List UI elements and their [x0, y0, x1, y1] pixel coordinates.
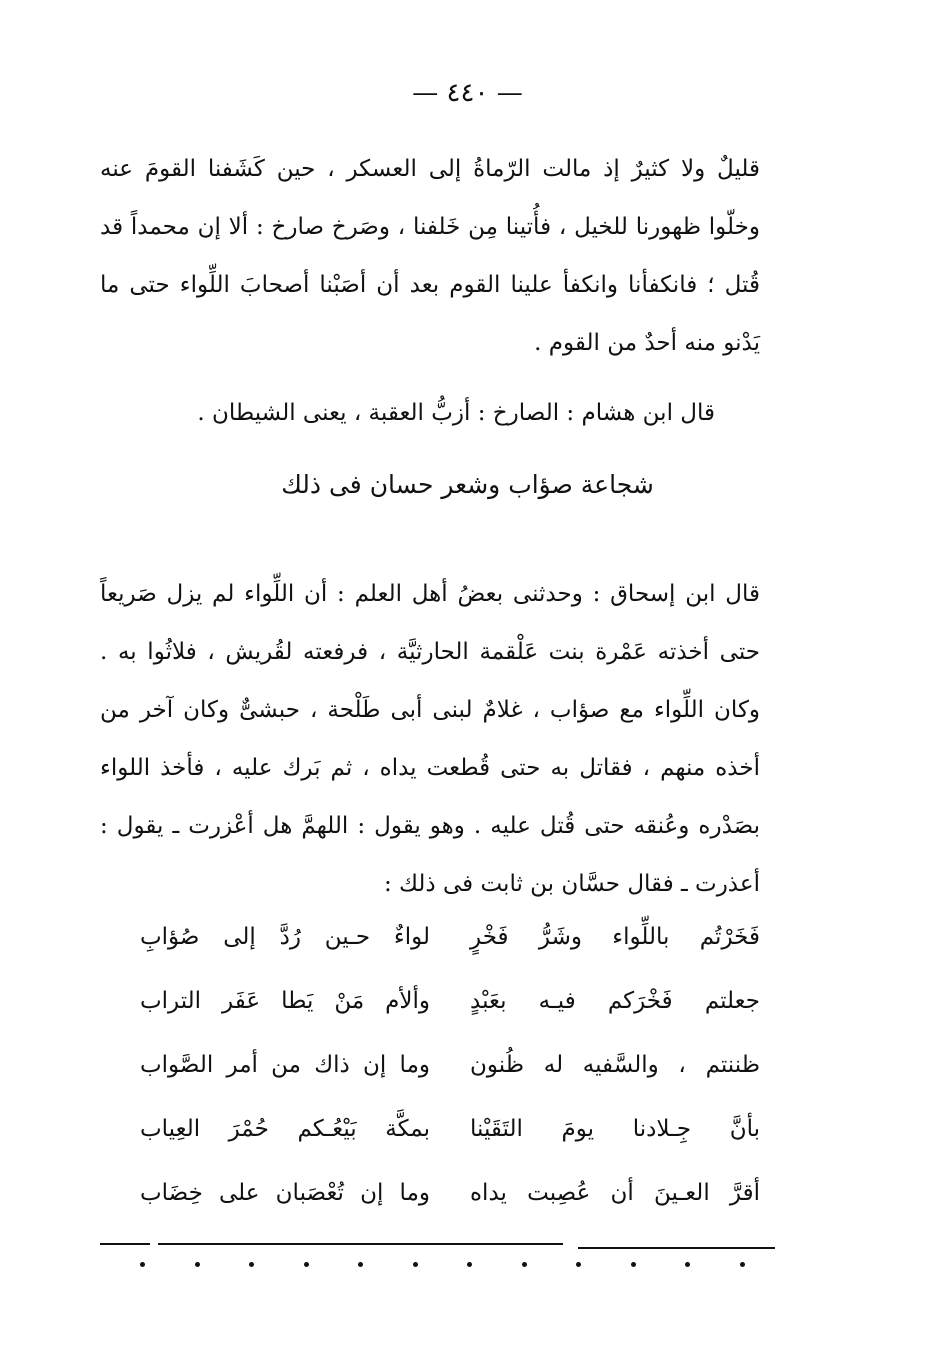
footer-rule [578, 1247, 775, 1249]
verse-first-hemistich: فَخَرْتُم باللِّواء وشَرُّ فَخْرٍ [470, 924, 760, 950]
dot-mark [576, 1262, 581, 1267]
verse-first-hemistich: بأنَّ جِـلادنا يومَ التَقَيْنا [470, 1116, 760, 1142]
paragraph-battle-account: قليلٌ ولا كثيرٌ إذ مالت الرّماةُ إلى العسكر ، حين كَشَفنا القومَ عنه وخلّوا ظهورنا للخيل ، فأُتينا مِن خَلفنا ، وصَرخ صارخ : ألا إن محمداً قد قُتل ؛ فانكفأنا وانكفأ علينا القوم بعد أن أصَبْنا أصحابَ اللِّواء حتى ما يَدْنو منه أحدٌ من القوم . [100, 156, 760, 356]
paragraph-ibn-hisham-note: قال ابن هشام : الصارخ : أزبُّ العقبة ، يعنى الشيطان . [197, 400, 715, 426]
dot-mark [740, 1262, 745, 1267]
dot-mark [467, 1262, 472, 1267]
footer-dots [140, 1262, 745, 1267]
dot-mark [522, 1262, 527, 1267]
dot-mark [249, 1262, 254, 1267]
dot-mark [413, 1262, 418, 1267]
verse-second-hemistich: بمكَّة بَيْعُـكم حُمْرَ العِياب [140, 1116, 430, 1142]
poem-verse [140, 1161, 760, 1225]
verse-first-hemistich: أقرَّ العـينَ أن عُصِبت يداه [470, 1180, 760, 1206]
poem-verse [140, 1033, 760, 1097]
dot-mark [631, 1262, 636, 1267]
verse-second-hemistich: لواءٌ حـين رُدَّ إلى صُؤابِ [140, 924, 430, 950]
poem-verse [140, 1097, 760, 1161]
poem [140, 905, 760, 1225]
verse-second-hemistich: وألأم مَنْ يَطا عَفَر التراب [140, 988, 430, 1014]
dot-mark [195, 1262, 200, 1267]
dot-mark [304, 1262, 309, 1267]
dot-mark [358, 1262, 363, 1267]
dot-mark [685, 1262, 690, 1267]
footer-rule [158, 1243, 563, 1245]
page-number: — ٤٤٠ — [412, 78, 523, 108]
dot-mark [140, 1262, 145, 1267]
verse-second-hemistich: وما إن تُعْصَبان على خِضَاب [140, 1180, 430, 1206]
poem-verse [140, 905, 760, 969]
section-heading: شجاعة صؤاب وشعر حسان فى ذلك [281, 470, 654, 499]
verse-first-hemistich: جعلتم فَخْرَكم فيـه بعَبْدٍ [470, 988, 760, 1014]
verse-first-hemistich: ظننتم ، والسَّفيه له ظُنون [470, 1052, 760, 1078]
verse-second-hemistich: وما إن ذاك من أمر الصَّواب [140, 1052, 430, 1078]
footer-rule [100, 1243, 150, 1245]
paragraph-ibn-ishaq-account: قال ابن إسحاق : وحدثنى بعضُ أهل العلم : أن اللِّواء لم يزل صَريعاً حتى أخذته عَمْرة بنت عَلْقمة الحارثيَّة ، فرفعته لقُريش ، فلاثُوا به . وكان اللِّواء مع صؤاب ، غلامٌ لبنى أبى طَلْحة ، حبشىٌّ وكان آخر من أخذه منهم ، فقاتل به حتى قُطعت يداه ، ثم بَرك عليه ، فأخذ اللواء بصَدْره وعُنقه حتى قُتل عليه . وهو يقول : اللهمَّ هل أعْزرت ـ يقول : أعذرت ـ فقال حسَّان بن ثابت فى ذلك : [100, 581, 760, 897]
poem-verse [140, 969, 760, 1033]
